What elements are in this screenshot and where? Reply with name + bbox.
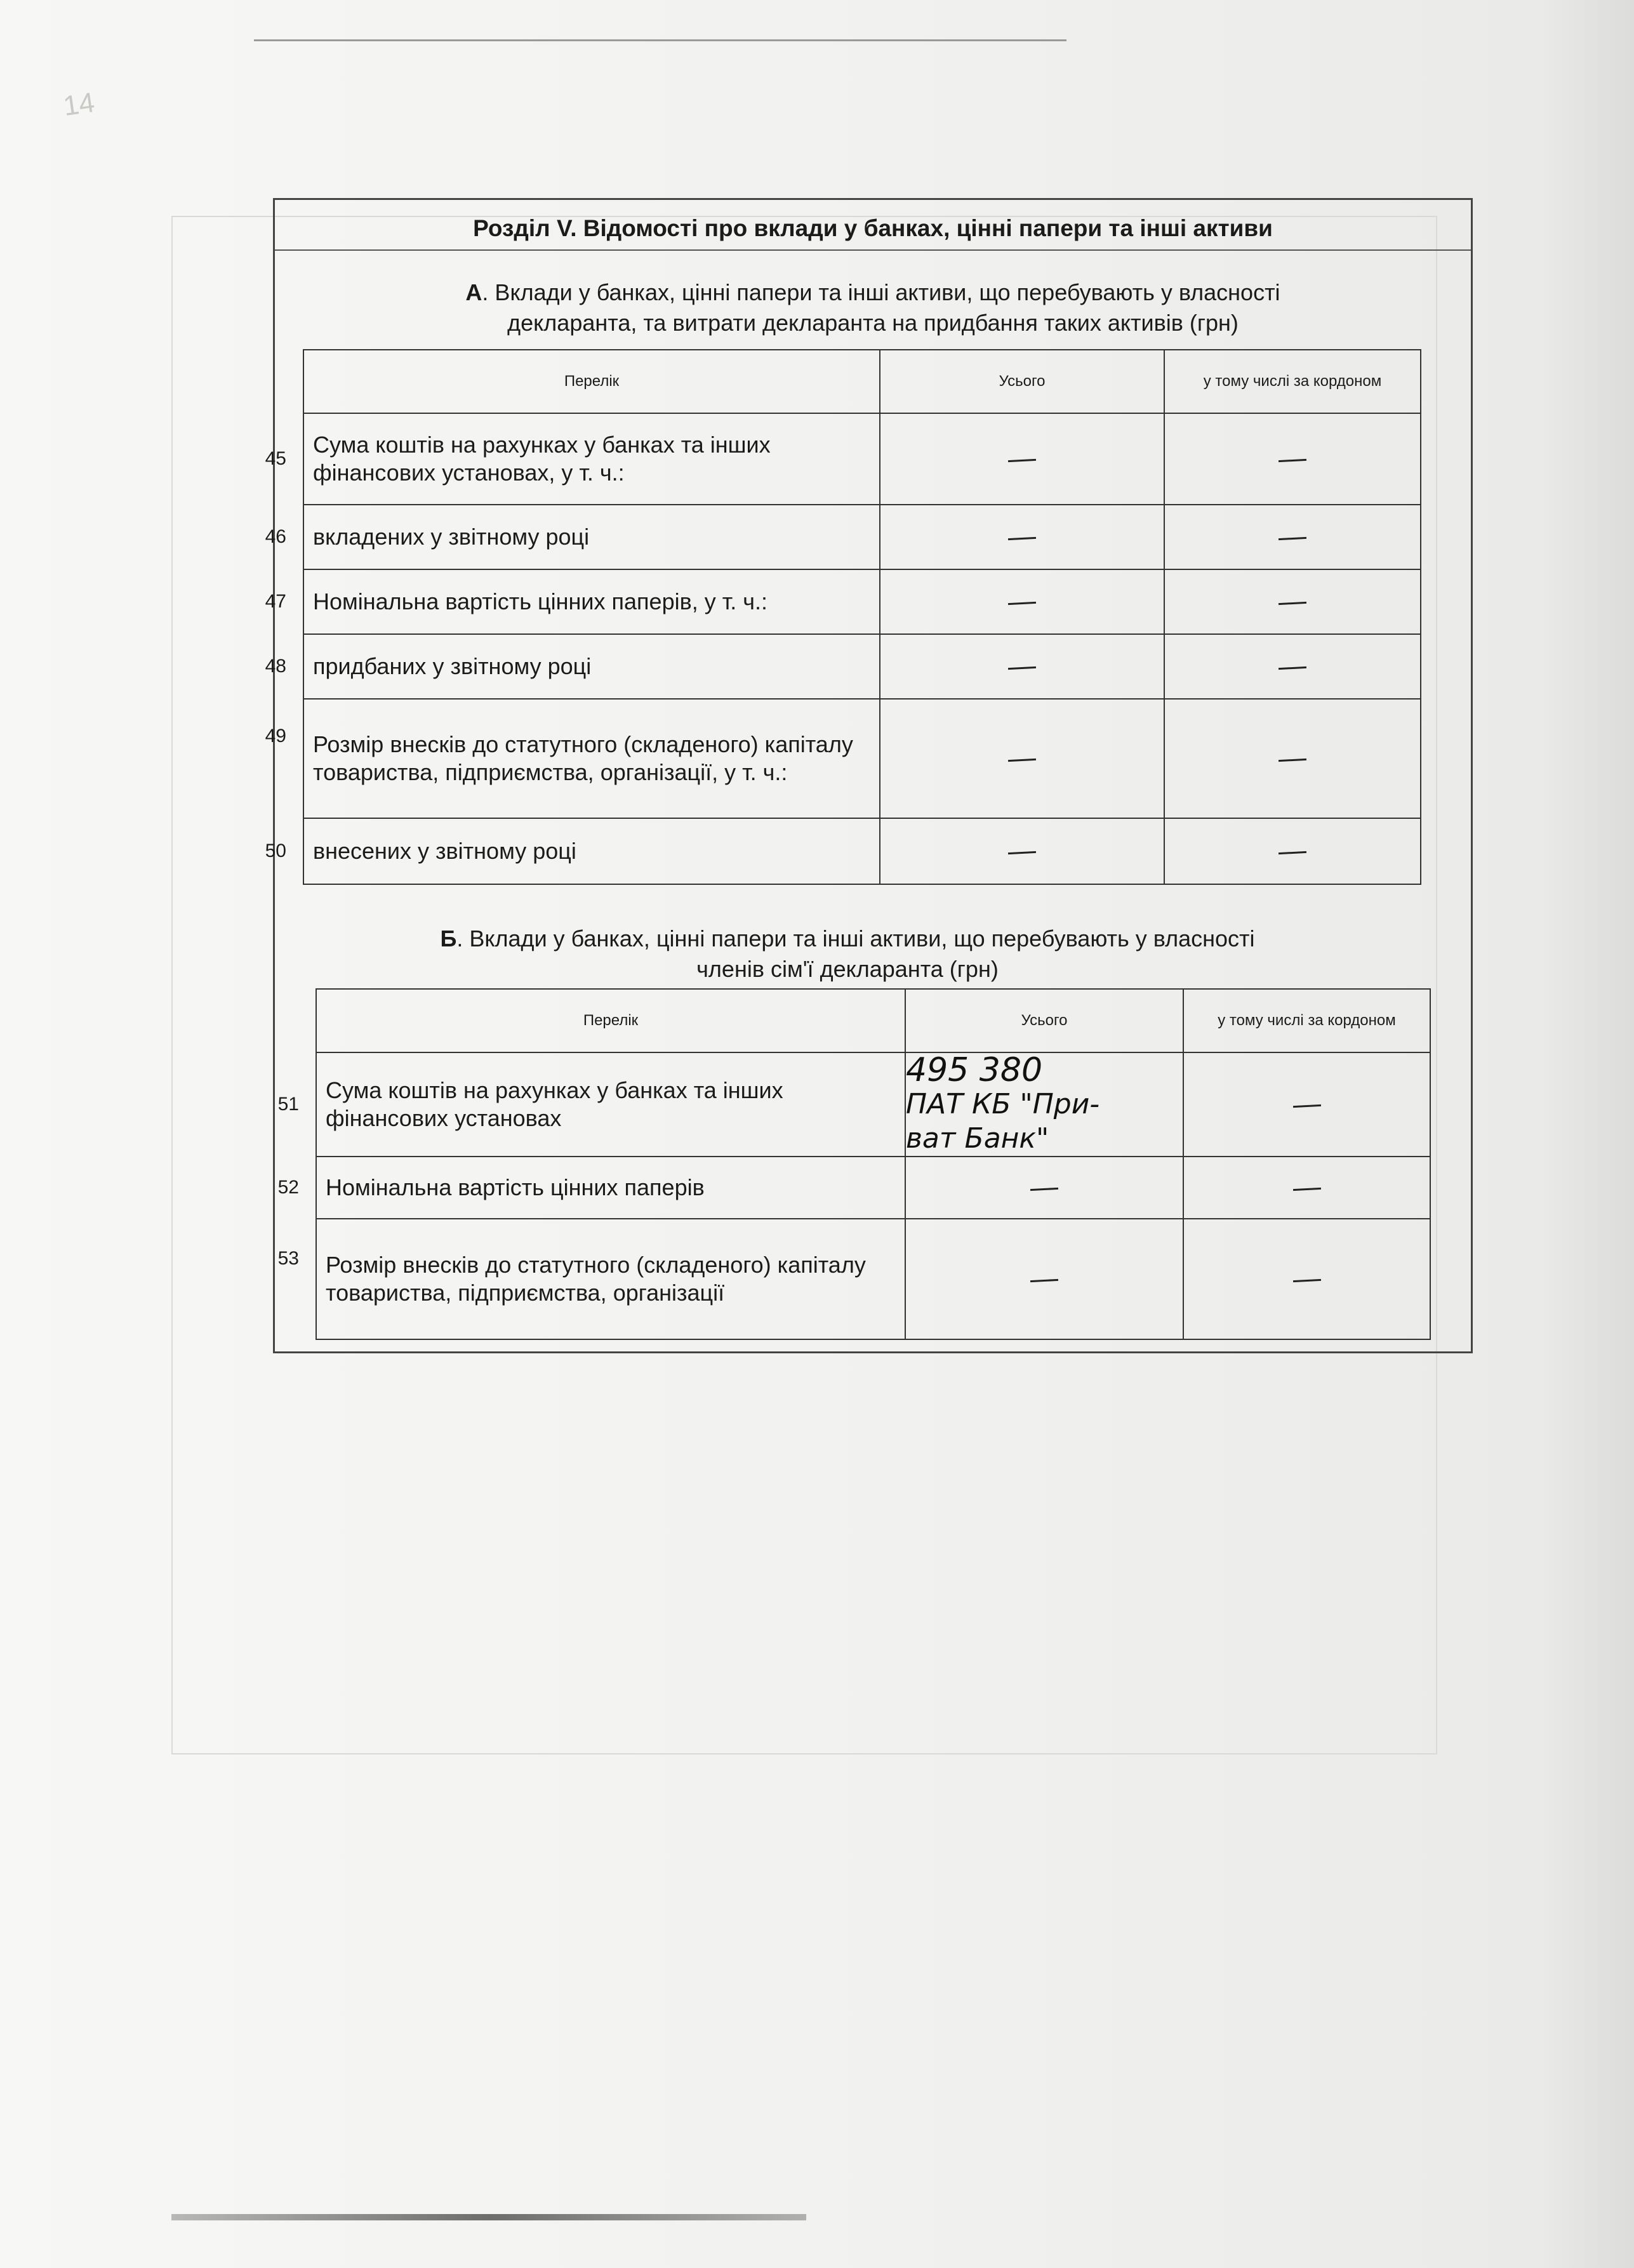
row-number: 50	[243, 818, 303, 884]
empty-dash	[1008, 459, 1036, 462]
top-rule	[254, 39, 1066, 41]
row-description: вкладених у звітному році	[303, 505, 880, 569]
part-a-title	[275, 277, 1471, 338]
section-title: Розділ V. Відомості про вклади у банках, цінні папери та інші активи	[473, 215, 1273, 241]
empty-dash	[1030, 1188, 1058, 1191]
row-description: придбаних у звітному році	[303, 634, 880, 699]
table-row	[256, 1219, 1430, 1339]
handwritten-bank-line1: ПАТ КБ "При-	[906, 1088, 1100, 1120]
abroad-header: у тому числі за кордоном	[1183, 989, 1430, 1052]
list-header: Перелік	[303, 350, 880, 413]
row-abroad	[1164, 818, 1421, 884]
part-a-letter: А	[465, 279, 482, 305]
table-row	[256, 1157, 1430, 1219]
empty-dash	[1008, 666, 1036, 670]
num-header	[256, 989, 316, 1052]
row-abroad	[1164, 699, 1421, 818]
empty-dash	[1292, 1279, 1320, 1282]
row-number: 52	[256, 1157, 316, 1219]
empty-dash	[1292, 1188, 1320, 1191]
row-number: 46	[243, 505, 303, 569]
empty-dash	[1008, 602, 1036, 605]
row-abroad	[1183, 1157, 1430, 1219]
table-row	[243, 569, 1421, 634]
part-b-title-line1: . Вклади у банках, цінні папери та інші активи, що перебувають у власності	[456, 925, 1255, 952]
row-abroad	[1164, 413, 1421, 505]
part-a-table	[243, 349, 1421, 885]
abroad-header: у тому числі за кордоном	[1164, 350, 1421, 413]
table-row	[243, 634, 1421, 699]
part-a-title-line1: . Вклади у банках, цінні папери та інші активи, що перебувають у власності	[482, 279, 1280, 305]
row-number: 47	[243, 569, 303, 634]
handwritten-amount: 495 380	[906, 1051, 1043, 1089]
table-header-row	[256, 989, 1430, 1052]
empty-dash	[1008, 537, 1036, 540]
title-divider	[275, 249, 1471, 251]
empty-dash	[1030, 1279, 1058, 1282]
row-abroad	[1164, 569, 1421, 634]
row-abroad	[1183, 1052, 1430, 1157]
row-total	[905, 1219, 1183, 1339]
row-description: Номінальна вартість цінних паперів, у т. ч.:	[303, 569, 880, 634]
part-b-title-line2: членів сім'ї декларанта (грн)	[696, 956, 999, 982]
empty-dash	[1292, 1104, 1320, 1108]
table-row	[243, 505, 1421, 569]
row-total	[880, 699, 1164, 818]
empty-dash	[1008, 851, 1036, 854]
total-header: Усього	[880, 350, 1164, 413]
row-description: Сума коштів на рахунках у банках та інших фінансових установах, у т. ч.:	[303, 413, 880, 505]
row-total	[880, 634, 1164, 699]
part-a-title-line2: декларанта, та витрати декларанта на придбання таких активів (грн)	[507, 310, 1239, 336]
table-row	[256, 1052, 1430, 1157]
row-number: 45	[243, 413, 303, 505]
part-b-table	[256, 988, 1431, 1340]
list-header: Перелік	[316, 989, 905, 1052]
table-row	[243, 818, 1421, 884]
empty-dash	[1279, 759, 1306, 762]
handwritten-bank-line2: ват Банк"	[906, 1122, 1049, 1155]
table-row	[243, 699, 1421, 818]
section-v-frame	[265, 198, 1473, 1353]
row-total	[905, 1157, 1183, 1219]
table-header-row	[243, 350, 1421, 413]
row-total	[880, 569, 1164, 634]
total-header: Усього	[905, 989, 1183, 1052]
part-b-letter: Б	[440, 925, 457, 952]
empty-dash	[1279, 851, 1306, 854]
row-abroad	[1183, 1219, 1430, 1339]
row-description: Розмір внесків до статутного (складеного) капіталу товариства, підприємства, організації, у т. ч.:	[303, 699, 880, 818]
row-total	[880, 818, 1164, 884]
table-row	[243, 413, 1421, 505]
row-number: 51	[256, 1052, 316, 1157]
empty-dash	[1279, 537, 1306, 540]
row-number: 53	[256, 1219, 316, 1339]
num-header	[243, 350, 303, 413]
row-abroad	[1164, 505, 1421, 569]
empty-dash	[1008, 759, 1036, 762]
part-b-title	[249, 924, 1445, 985]
row-number: 48	[243, 634, 303, 699]
empty-dash	[1279, 666, 1306, 670]
scan-bottom-edge	[171, 2214, 806, 2220]
row-description: Номінальна вартість цінних паперів	[316, 1157, 905, 1219]
row-number: 49	[243, 699, 303, 818]
row-description: Розмір внесків до статутного (складеного) капіталу товариства, підприємства, організації	[316, 1219, 905, 1339]
row-total	[880, 505, 1164, 569]
row-total	[880, 413, 1164, 505]
empty-dash	[1279, 602, 1306, 605]
scan-edge	[1539, 0, 1634, 2268]
page-number: 14	[61, 86, 97, 123]
handwritten-total	[905, 1052, 1183, 1157]
row-description: внесених у звітному році	[303, 818, 880, 884]
row-abroad	[1164, 634, 1421, 699]
row-description: Сума коштів на рахунках у банках та інших фінансових установах	[316, 1052, 905, 1157]
empty-dash	[1279, 459, 1306, 462]
